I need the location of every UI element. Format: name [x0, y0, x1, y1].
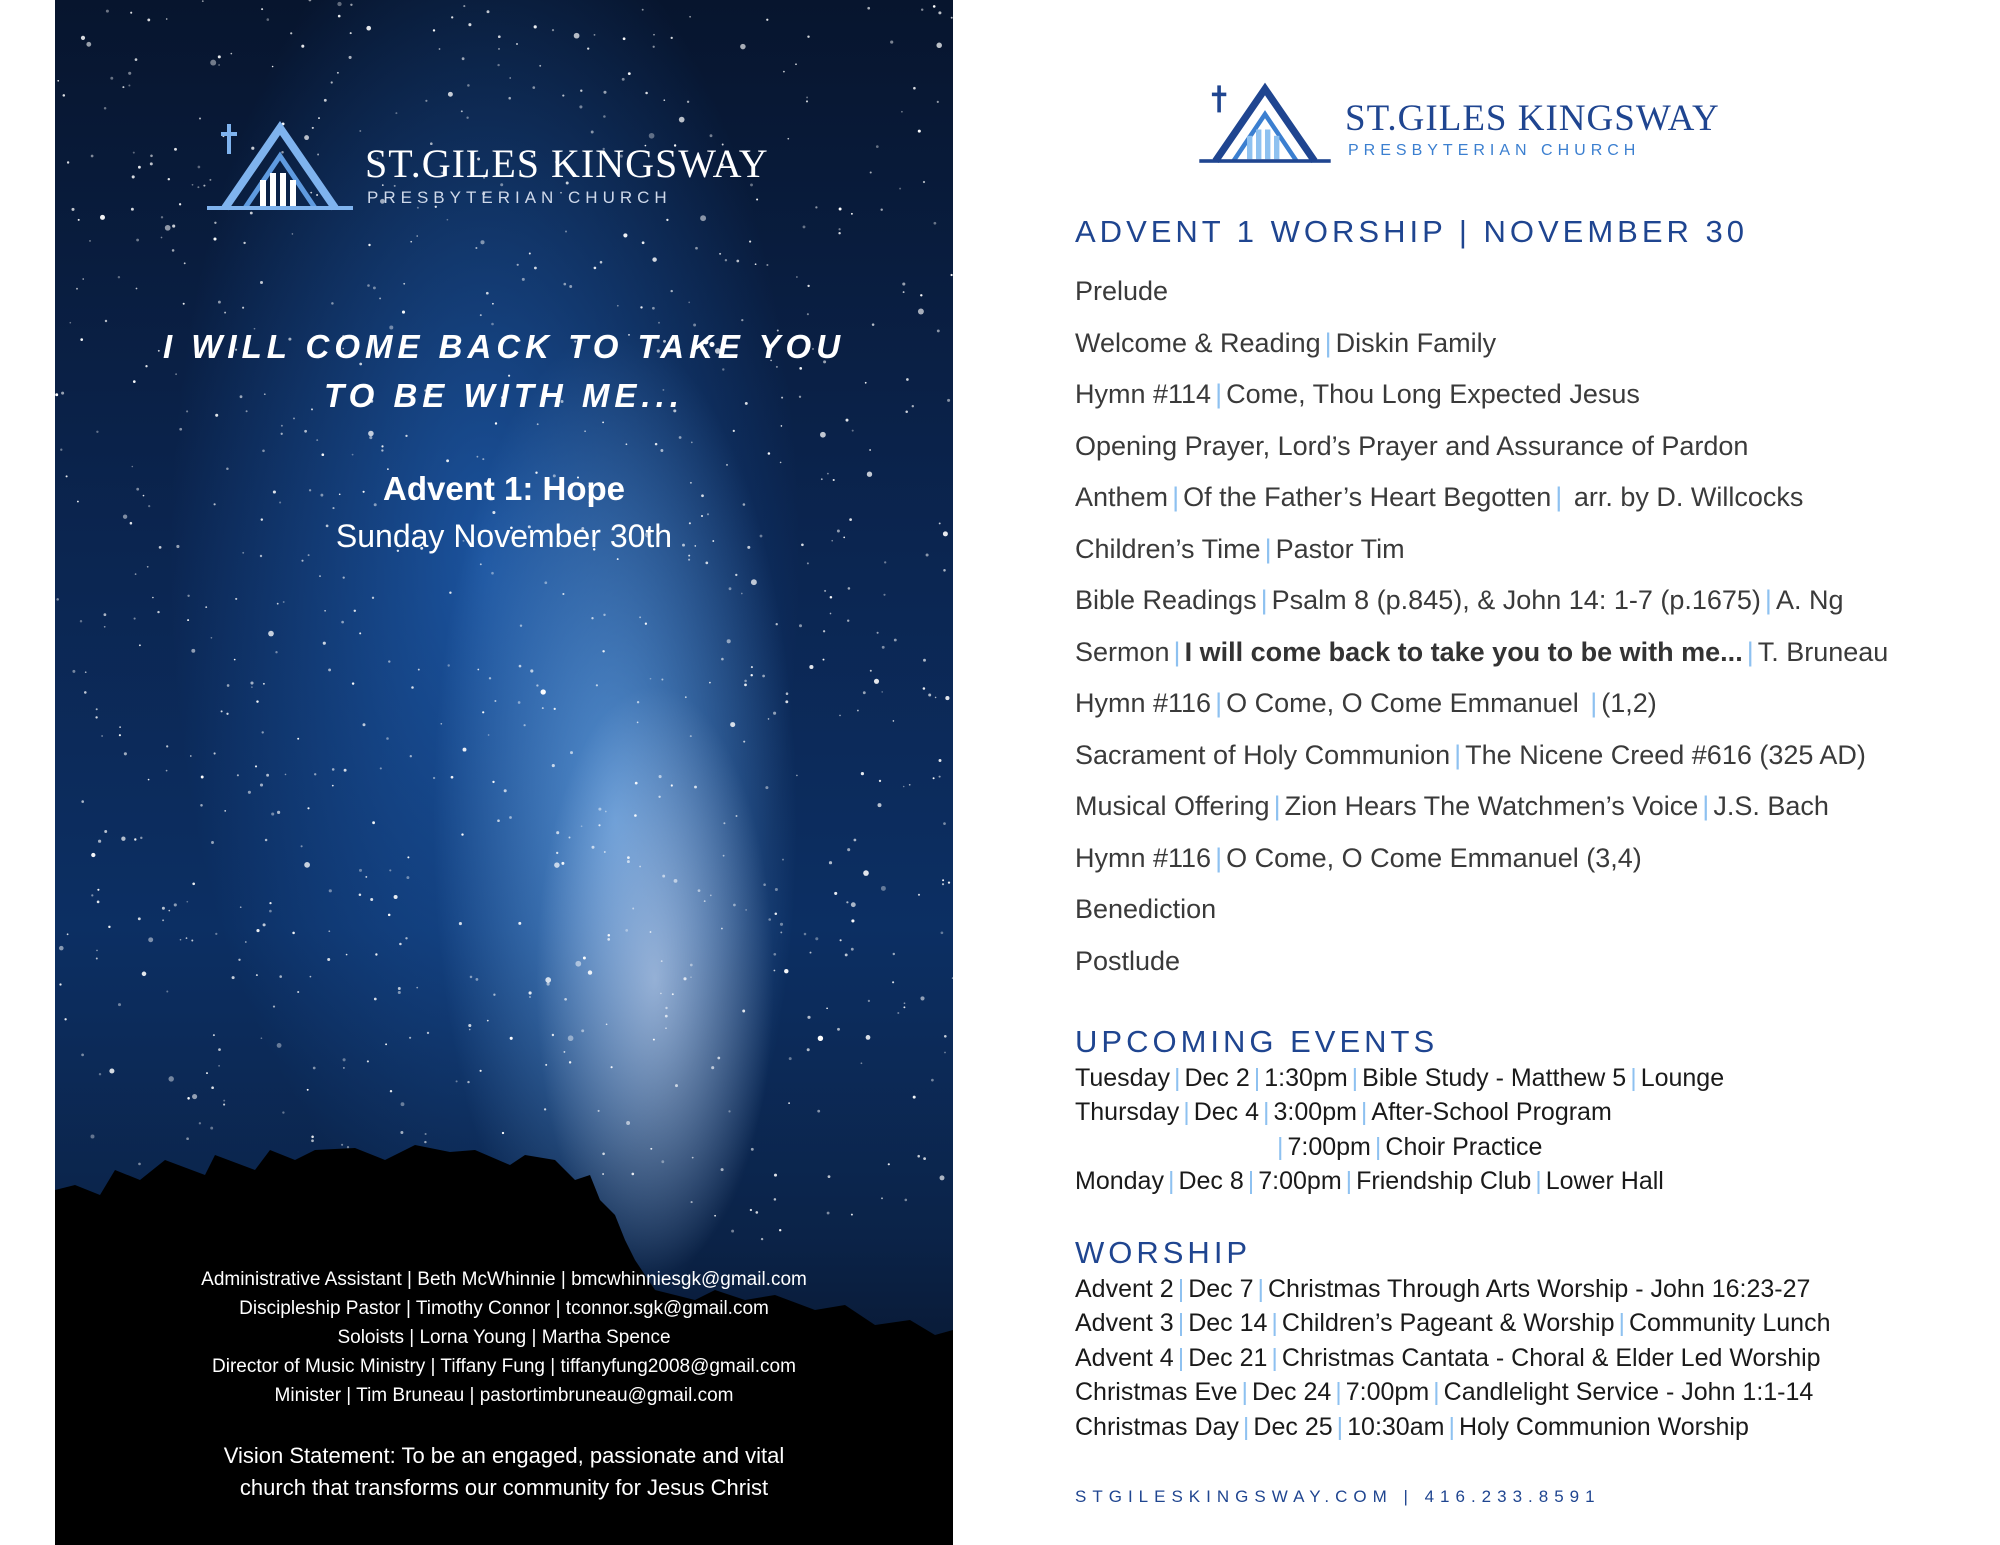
separator: | [1215, 379, 1223, 409]
worship-order-item [1075, 843, 1975, 895]
worship-order-item [1075, 276, 1975, 328]
separator: | [1172, 482, 1180, 512]
separator: | [1324, 327, 1332, 358]
separator: | [1351, 1064, 1359, 1092]
separator: | [1264, 533, 1272, 564]
row-text: Community Lunch [1629, 1309, 1831, 1338]
row-text: 3:00pm [1273, 1098, 1357, 1127]
worship-order-item [1075, 585, 1975, 637]
staff-line: Administrative Assistant | Beth McWhinnie | bmcwhinniesgk@gmail.com [201, 1269, 807, 1290]
row-text: arr. by D. Willcocks [1566, 482, 1804, 512]
cover-headline-line2: TO BE WITH ME... [324, 377, 684, 414]
cover-church-subtitle: PRESBYTERIAN CHURCH [367, 188, 672, 207]
row-text: Hymn #116 [1075, 842, 1212, 873]
separator: | [1271, 1343, 1278, 1372]
separator: | [1215, 842, 1223, 873]
row-text: Children’s Pageant & Worship [1281, 1309, 1615, 1338]
separator: | [1277, 1132, 1284, 1161]
row-text: 1:30pm [1264, 1064, 1348, 1092]
upcoming-events-heading: UPCOMING EVENTS [1075, 1024, 1439, 1059]
separator: | [1260, 585, 1268, 615]
worship-order-item [1075, 688, 1975, 740]
separator: | [1374, 1132, 1382, 1161]
row-text: Benediction [1075, 894, 1217, 924]
row-text: 7:00pm [1258, 1167, 1342, 1196]
separator: | [1345, 1167, 1353, 1196]
row-text: After-School Program [1371, 1098, 1612, 1127]
row-text: Postlude [1075, 945, 1181, 976]
worship-row [1075, 1344, 1975, 1378]
row-text: J.S. Bach [1713, 791, 1829, 821]
row-text: Sacrament of Holy Communion [1075, 739, 1451, 770]
staff-list [55, 1265, 953, 1410]
row-text: Musical Offering [1075, 791, 1270, 821]
staff-line: Minister | Tim Bruneau | pastortimbruneau@gmail.com [274, 1385, 734, 1406]
separator: | [1177, 1309, 1185, 1338]
row-text: Dec 21 [1188, 1343, 1268, 1372]
separator: | [1215, 688, 1223, 718]
row-text: Children’s Time [1075, 533, 1261, 564]
row-text: Advent 4 [1075, 1343, 1174, 1372]
row-text: Anthem [1075, 482, 1169, 512]
row-text: Advent 3 [1075, 1309, 1174, 1338]
row-text: T. Bruneau [1757, 636, 1889, 667]
worship-order-item [1075, 946, 1975, 998]
separator: | [1242, 1412, 1250, 1441]
row-text: Dec 7 [1188, 1275, 1254, 1303]
row-text: Hymn #114 [1075, 379, 1212, 409]
row-text: 7:00pm [1287, 1132, 1371, 1161]
worship-row [1075, 1378, 1975, 1412]
advent-date: Sunday November 30th [335, 518, 673, 554]
separator: | [1590, 688, 1598, 718]
row-text: O Come, O Come Emmanuel [1226, 688, 1587, 718]
worship-order-item [1075, 791, 1975, 843]
row-text: I will come back to take you to be with me... [1184, 636, 1743, 667]
separator: | [1360, 1098, 1368, 1127]
event-row [1075, 1064, 1975, 1098]
row-text: Dec 24 [1252, 1378, 1332, 1407]
row-text: Bible Study - Matthew 5 [1362, 1064, 1627, 1092]
worship-order-item [1075, 431, 1975, 483]
event-row [1075, 1098, 1975, 1132]
row-text: 7:00pm [1345, 1378, 1430, 1407]
row-text: A. Ng [1775, 585, 1844, 615]
row-text: Christmas Eve [1075, 1378, 1238, 1407]
worship-row [1075, 1309, 1975, 1343]
separator: | [1448, 1412, 1455, 1441]
cover-church-name: ST.GILES KINGSWAY [365, 141, 769, 186]
separator: | [1253, 1064, 1261, 1092]
event-row [1075, 1133, 1975, 1167]
separator: | [1263, 1098, 1270, 1127]
separator: | [1336, 1412, 1344, 1441]
separator: | [1167, 1167, 1175, 1196]
row-text: Dec 14 [1188, 1309, 1268, 1338]
separator: | [1273, 791, 1281, 821]
cover-logo [205, 118, 845, 218]
row-text: Sermon [1075, 636, 1170, 667]
vision-line: church that transforms our community for Jesus Christ [239, 1475, 769, 1500]
separator: | [1183, 1098, 1190, 1127]
contact-footer: STGILESKINGSWAY.COM | 416.233.8591 [1075, 1487, 1601, 1506]
separator: | [1702, 791, 1710, 821]
row-text: Bible Readings [1075, 585, 1257, 615]
worship-order-item [1075, 637, 1975, 689]
row-text: Dec 2 [1184, 1064, 1250, 1092]
worship-order-heading: ADVENT 1 WORSHIP | NOVEMBER 30 [1075, 214, 1748, 249]
row-text: 10:30am [1347, 1412, 1445, 1441]
row-text: Christmas Through Arts Worship - John 16:23-27 [1268, 1275, 1811, 1303]
row-text: Lower Hall [1545, 1167, 1664, 1196]
separator: | [1173, 636, 1181, 667]
row-text: Lounge [1640, 1064, 1725, 1092]
row-text: Zion Hears The Watchmen’s Voice [1284, 791, 1699, 821]
row-text: (1,2) [1601, 688, 1657, 718]
worship-order-item [1075, 482, 1975, 534]
separator: | [1177, 1275, 1185, 1303]
separator: | [1746, 636, 1754, 667]
church-name: ST.GILES KINGSWAY [1345, 98, 1720, 139]
row-text: Christmas Day [1075, 1412, 1239, 1441]
separator: | [1454, 739, 1462, 770]
row-text: Dec 4 [1193, 1098, 1260, 1127]
row-text: Dec 8 [1178, 1167, 1244, 1196]
worship-order-item [1075, 894, 1975, 946]
church-logo-icon [1195, 80, 1335, 170]
separator: | [1630, 1064, 1637, 1092]
separator: | [1177, 1343, 1185, 1372]
separator: | [1555, 482, 1563, 512]
row-text: O Come, O Come Emmanuel (3,4) [1226, 842, 1642, 873]
row-text: Monday [1075, 1167, 1164, 1196]
row-text: Tuesday [1075, 1064, 1170, 1092]
row-text: Opening Prayer, Lord’s Prayer and Assurance of Pardon [1075, 430, 1749, 461]
row-text: Holy Communion Worship [1458, 1412, 1749, 1441]
row-text: Welcome & Reading [1075, 327, 1321, 358]
separator: | [1241, 1378, 1249, 1407]
church-logo-icon [205, 118, 355, 218]
separator: | [1335, 1378, 1342, 1407]
upcoming-events-list [1075, 1064, 1975, 1202]
staff-line: Discipleship Pastor | Timothy Connor | tconnor.sgk@gmail.com [239, 1298, 769, 1319]
church-subtitle: PRESBYTERIAN CHURCH [1348, 142, 1641, 159]
row-text: Pastor Tim [1275, 533, 1405, 564]
bulletin-logo [1195, 80, 1755, 170]
worship-order-item [1075, 740, 1975, 792]
separator: | [1247, 1167, 1255, 1196]
cover-headline-line1: I WILL COME BACK TO TAKE YOU [162, 328, 846, 365]
separator: | [1257, 1275, 1264, 1303]
row-text: Candlelight Service - John 1:1-14 [1443, 1378, 1814, 1407]
separator: | [1271, 1309, 1278, 1338]
worship-order-item [1075, 328, 1975, 380]
worship-order-item [1075, 534, 1975, 586]
row-text: Friendship Club [1356, 1167, 1532, 1196]
row-text: Advent 2 [1075, 1275, 1174, 1303]
worship-schedule-heading: WORSHIP [1075, 1235, 1252, 1270]
worship-row [1075, 1275, 1975, 1309]
vision-statement [55, 1440, 953, 1504]
worship-row [1075, 1413, 1975, 1447]
row-text: Come, Thou Long Expected Jesus [1226, 379, 1640, 409]
row-text: Thursday [1075, 1098, 1180, 1127]
separator: | [1618, 1309, 1625, 1338]
row-text: The Nicene Creed #616 (325 AD) [1465, 739, 1866, 770]
row-text: Hymn #116 [1075, 688, 1212, 718]
advent-title: Advent 1: Hope [382, 470, 626, 507]
staff-line: Soloists | Lorna Young | Martha Spence [337, 1327, 671, 1348]
row-text: Christmas Cantata - Choral & Elder Led Worship [1281, 1343, 1821, 1372]
event-row [1075, 1167, 1975, 1201]
row-text: Choir Practice [1385, 1132, 1543, 1161]
worship-order-item [1075, 379, 1975, 431]
cover-panel [55, 0, 953, 1545]
row-text: Of the Father’s Heart Begotten [1183, 482, 1552, 512]
separator: | [1173, 1064, 1181, 1092]
staff-line: Director of Music Ministry | Tiffany Fung | tiffanyfung2008@gmail.com [212, 1356, 796, 1377]
row-text: Psalm 8 (p.845), & John 14: 1-7 (p.1675) [1271, 585, 1761, 615]
worship-order-list [1075, 276, 1975, 997]
row-text: Prelude [1075, 276, 1169, 306]
row-text: Diskin Family [1335, 327, 1497, 358]
separator: | [1535, 1167, 1542, 1196]
worship-schedule-list [1075, 1275, 1975, 1447]
vision-line: Vision Statement: To be an engaged, passionate and vital [223, 1443, 785, 1468]
separator: | [1764, 585, 1772, 615]
row-text: Dec 25 [1253, 1412, 1333, 1441]
separator: | [1433, 1378, 1440, 1407]
